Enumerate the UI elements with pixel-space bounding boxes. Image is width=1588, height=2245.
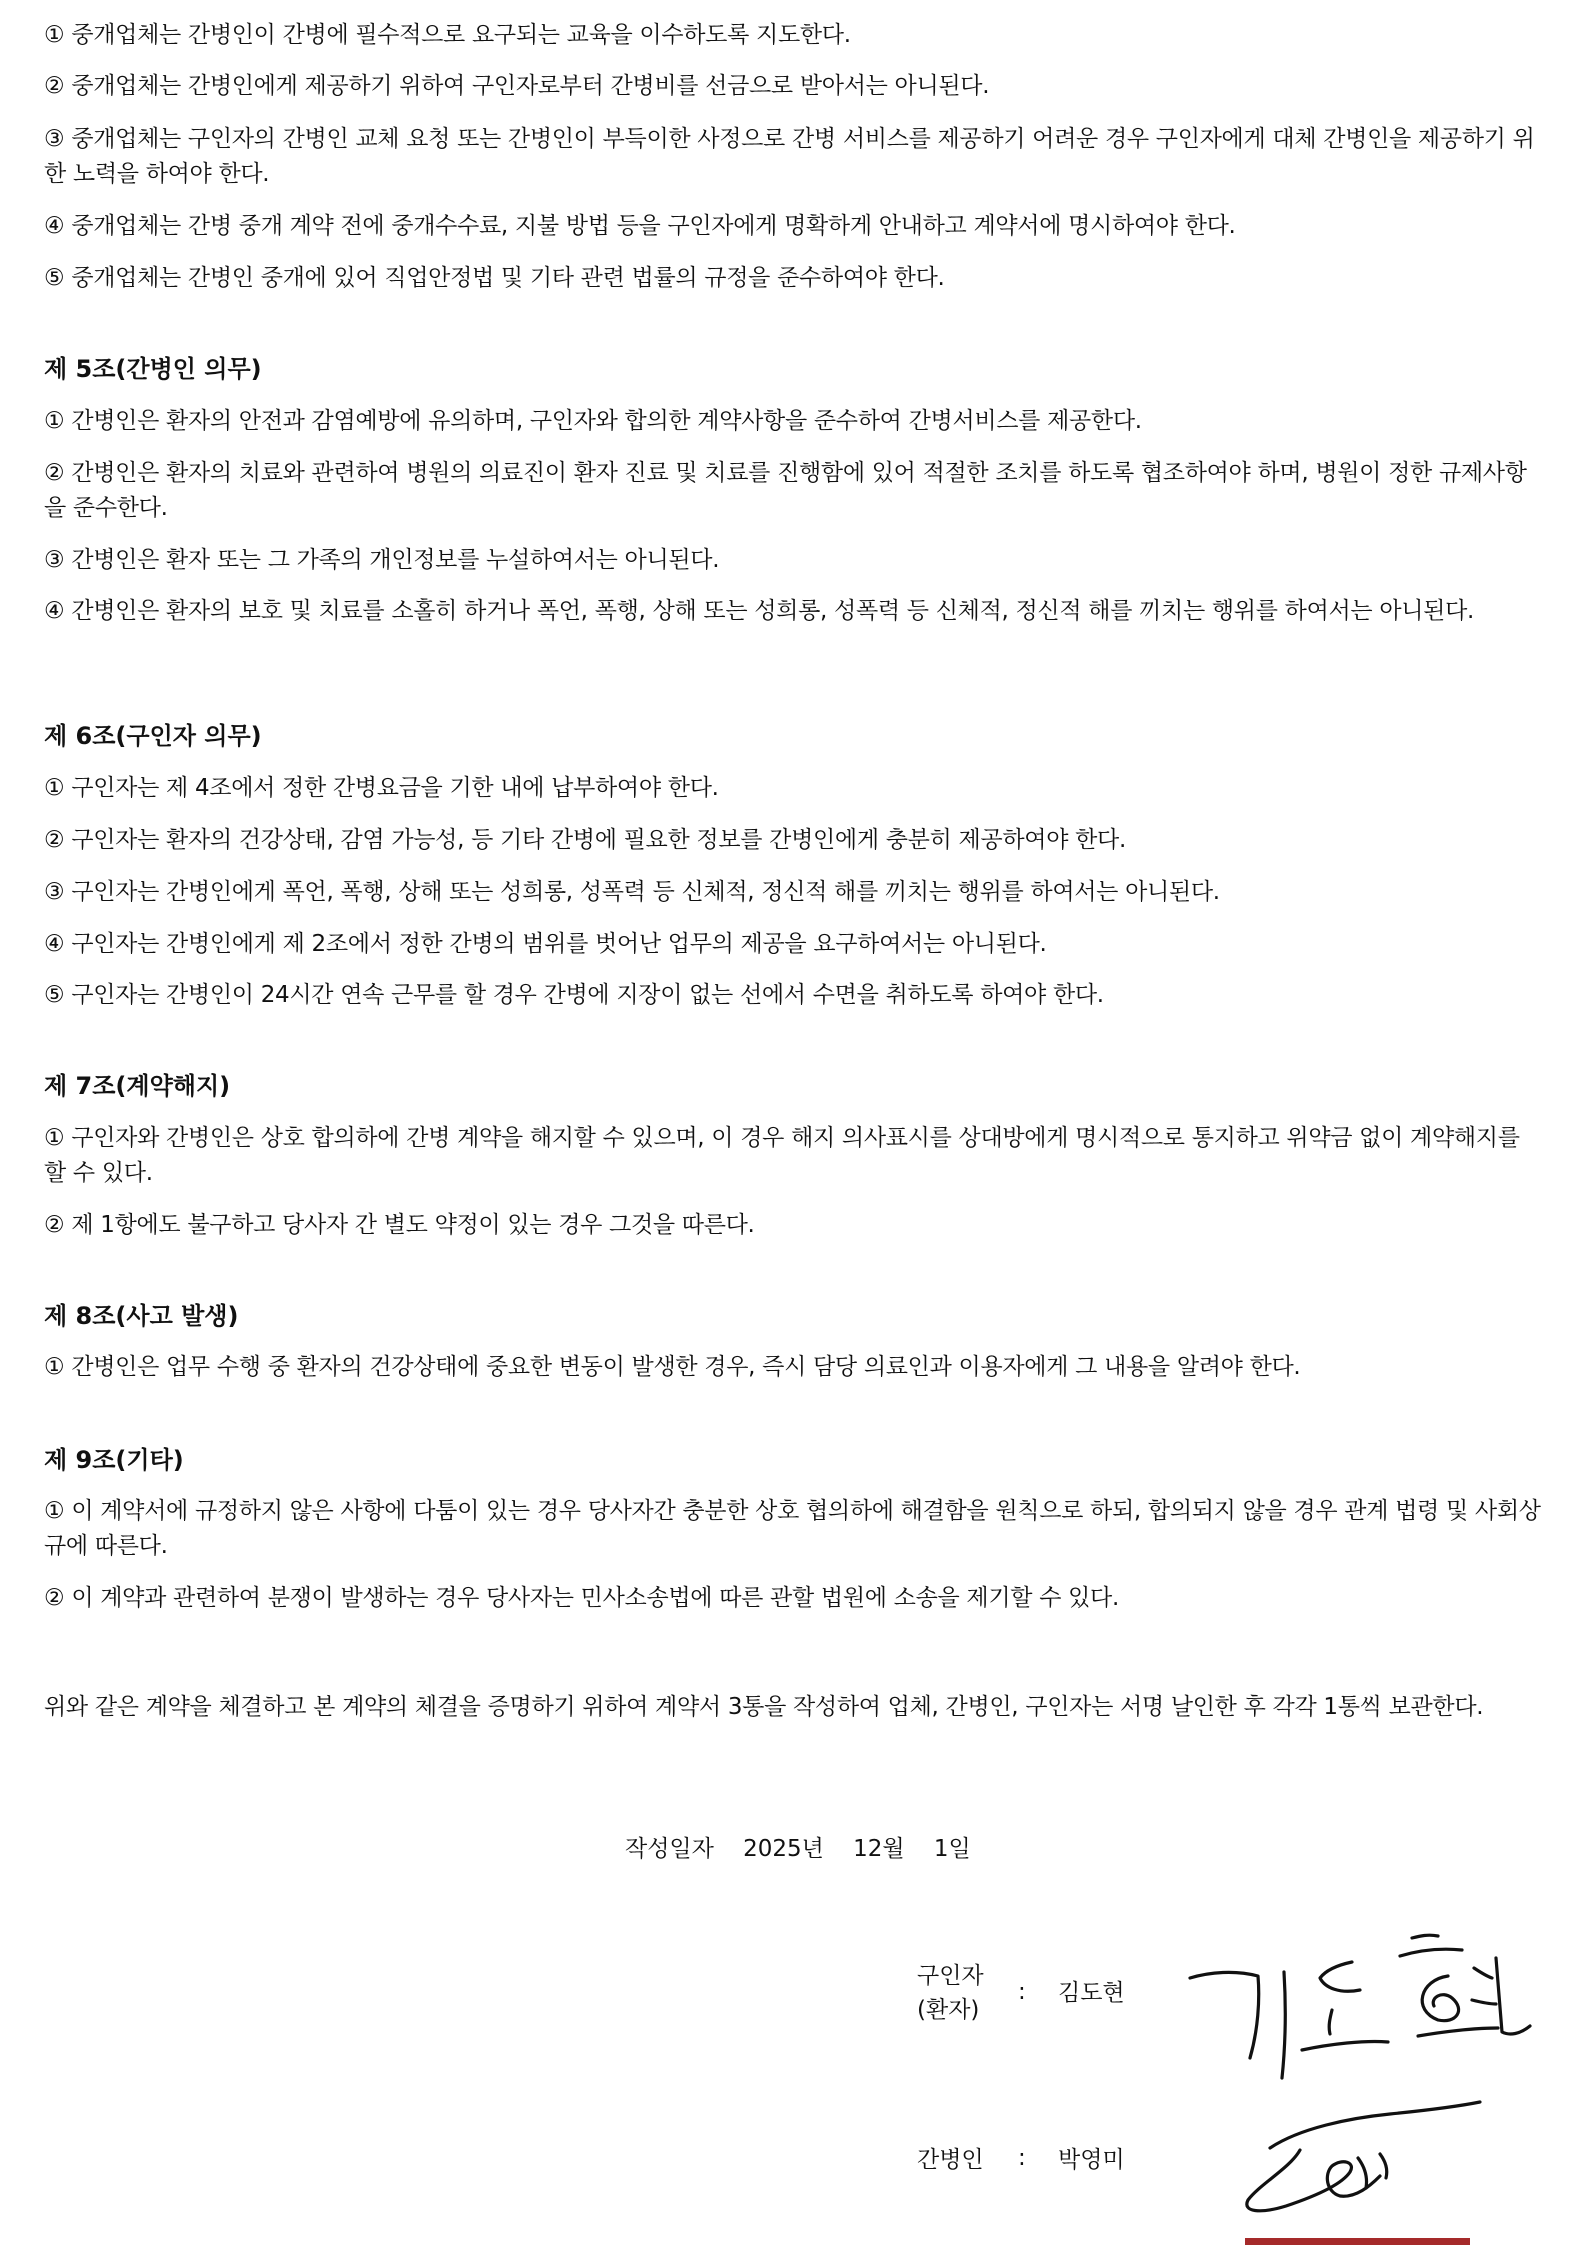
article-9-item: ① 이 계약서에 규정하지 않은 사항에 다툼이 있는 경우 당사자간 충분한 상호 협의하에 해결함을 원칙으로 하되, 합의되지 않을 경우 관계 법령 및 사회상규에 따른다. bbox=[44, 1498, 1541, 1559]
clause-item: ④ 중개업체는 간병 중개 계약 전에 중개수수료, 지불 방법 등을 구인자에게 명확하게 안내하고 계약서에 명시하여야 한다. bbox=[44, 213, 1236, 239]
client-colon: : bbox=[1018, 1979, 1026, 2005]
caregiver-role-label: 간병인 bbox=[917, 2147, 984, 2173]
client-role-sub-label: (환자) bbox=[917, 1997, 980, 2023]
article-7-item: ① 구인자와 간병인은 상호 합의하에 간병 계약을 해지할 수 있으며, 이 경우 해지 의사표시를 상대방에게 명시적으로 통지하고 위약금 없이 계약해지를 할 수 있다. bbox=[44, 1125, 1520, 1186]
caregiver-name: 박영미 bbox=[1058, 2147, 1125, 2173]
clause-item: ② 중개업체는 간병인에게 제공하기 위하여 구인자로부터 간병비를 선금으로 받아서는 아니된다. bbox=[44, 73, 990, 99]
article-5-item: ② 간병인은 환자의 치료와 관련하여 병원의 의료진이 환자 진료 및 치료를 진행함에 있어 적절한 조치를 하도록 협조하여야 하며, 병원이 정한 규제사항을 준수한다. bbox=[44, 460, 1527, 521]
date-label: 작성일자 bbox=[625, 1836, 714, 1862]
article-6-item: ① 구인자는 제 4조에서 정한 간병요금을 기한 내에 납부하여야 한다. bbox=[44, 775, 719, 801]
article-5-item: ③ 간병인은 환자 또는 그 가족의 개인정보를 누설하여서는 아니된다. bbox=[44, 547, 720, 573]
clause-item: ③ 중개업체는 구인자의 간병인 교체 요청 또는 간병인이 부득이한 사정으로 간병 서비스를 제공하기 어려운 경우 구인자에게 대체 간병인을 제공하기 위한 노력을 하여야 한다. bbox=[44, 126, 1535, 187]
date-year: 2025년 bbox=[743, 1836, 824, 1862]
article-7-title: 제 7조(계약해지) bbox=[44, 1072, 231, 1100]
article-9-item: ② 이 계약과 관련하여 분쟁이 발생하는 경우 당사자는 민사소송법에 따른 관할 법원에 소송을 제기할 수 있다. bbox=[44, 1585, 1119, 1611]
article-5-item: ① 간병인은 환자의 안전과 감염예방에 유의하며, 구인자와 합의한 계약사항을 준수하여 간병서비스를 제공한다. bbox=[44, 408, 1142, 434]
clause-item: ⑤ 중개업체는 간병인 중개에 있어 직업안정법 및 기타 관련 법률의 규정을 준수하여야 한다. bbox=[44, 265, 945, 291]
article-6-item: ④ 구인자는 간병인에게 제 2조에서 정한 간병의 범위를 벗어난 업무의 제공을 요구하여서는 아니된다. bbox=[44, 931, 1047, 957]
date-day: 1일 bbox=[933, 1836, 971, 1862]
article-8-item: ① 간병인은 업무 수행 중 환자의 건강상태에 중요한 변동이 발생한 경우, 즉시 담당 의료인과 이용자에게 그 내용을 알려야 한다. bbox=[44, 1354, 1301, 1380]
article-6-item: ⑤ 구인자는 간병인이 24시간 연속 근무를 할 경우 간병에 지장이 없는 선에서 수면을 취하도록 하여야 한다. bbox=[44, 982, 1104, 1008]
stamp-edge bbox=[1245, 2238, 1470, 2245]
article-6-item: ② 구인자는 환자의 건강상태, 감염 가능성, 등 기타 간병에 필요한 정보를 간병인에게 충분히 제공하여야 한다. bbox=[44, 827, 1126, 853]
caregiver-signature bbox=[1230, 2088, 1530, 2228]
article-6-title: 제 6조(구인자 의무) bbox=[44, 722, 262, 750]
caregiver-colon: : bbox=[1018, 2145, 1026, 2171]
date-month: 12월 bbox=[853, 1836, 905, 1862]
client-signature bbox=[1180, 1910, 1560, 2100]
contract-date bbox=[625, 1832, 971, 1866]
article-8-title: 제 8조(사고 발생) bbox=[44, 1302, 239, 1330]
article-6-item: ③ 구인자는 간병인에게 폭언, 폭행, 상해 또는 성희롱, 성폭력 등 신체적, 정신적 해를 끼치는 행위를 하여서는 아니된다. bbox=[44, 879, 1220, 905]
client-role-label: 구인자 bbox=[917, 1963, 984, 1989]
client-name: 김도현 bbox=[1058, 1980, 1125, 2006]
article-5-title: 제 5조(간병인 의무) bbox=[44, 355, 262, 383]
article-7-item: ② 제 1항에도 불구하고 당사자 간 별도 약정이 있는 경우 그것을 따른다. bbox=[44, 1212, 755, 1238]
clause-item: ① 중개업체는 간병인이 간병에 필수적으로 요구되는 교육을 이수하도록 지도한다. bbox=[44, 22, 851, 48]
article-5-item: ④ 간병인은 환자의 보호 및 치료를 소홀히 하거나 폭언, 폭행, 상해 또는 성희롱, 성폭력 등 신체적, 정신적 해를 끼치는 행위를 하여서는 아니된다. bbox=[44, 598, 1475, 624]
closing-statement: 위와 같은 계약을 체결하고 본 계약의 체결을 증명하기 위하여 계약서 3통을 작성하여 업체, 간병인, 구인자는 서명 날인한 후 각각 1통씩 보관한다. bbox=[44, 1694, 1484, 1720]
article-9-title: 제 9조(기타) bbox=[44, 1446, 184, 1474]
